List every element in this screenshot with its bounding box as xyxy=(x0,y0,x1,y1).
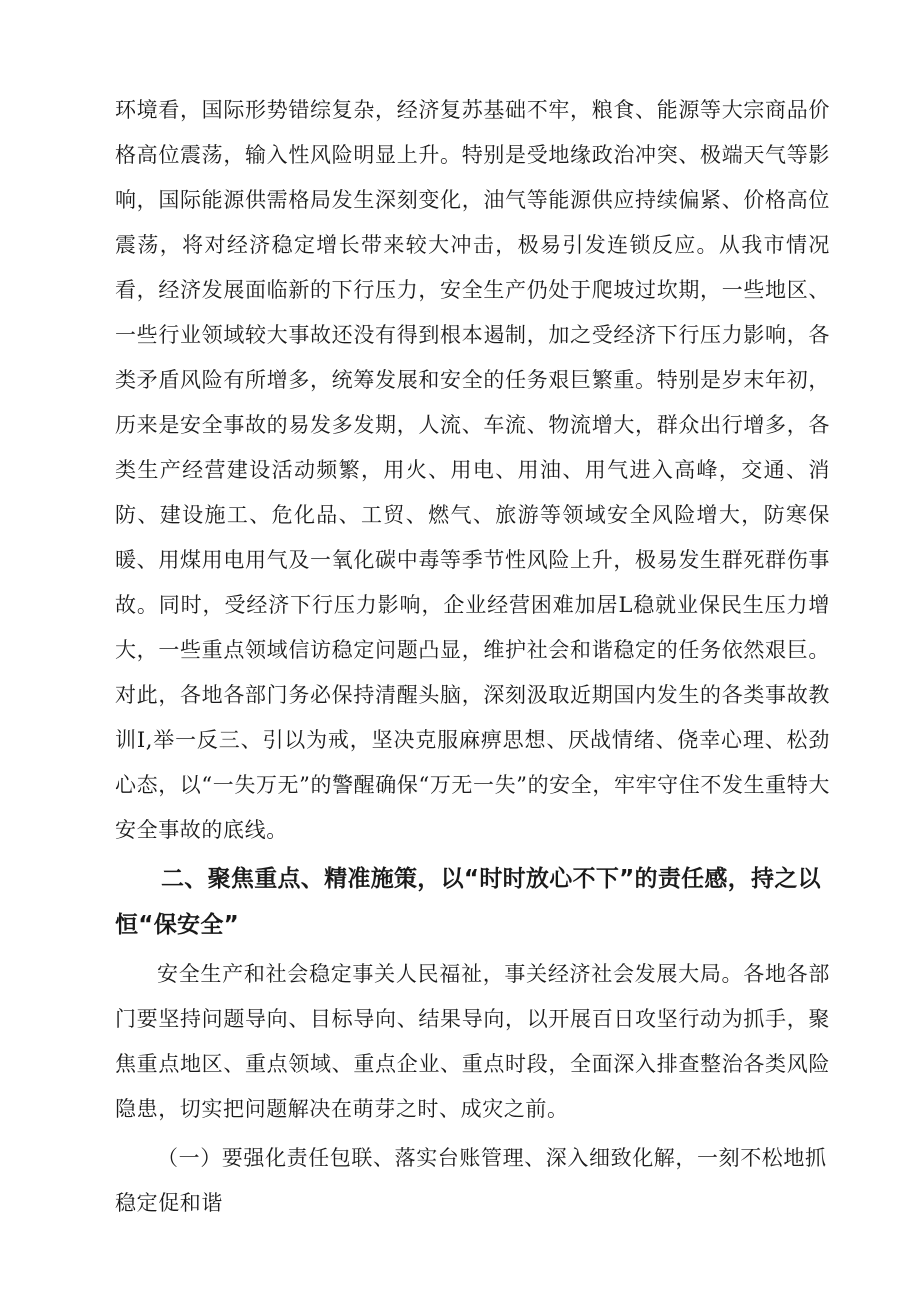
section-heading-2: 二、聚焦重点、精准施策，以“时时放心不下”的责任感，持之以恒“保安全” xyxy=(115,866,821,938)
body-paragraph-section-2: 安全生产和社会稳定事关人民福祉，事关经济社会发展大局。各地各部门要坚持问题导向、目标导向、结果导向，以开展百日攻坚行动为抓手，聚焦重点地区、重点领域、重点企业、重点时段，全面深入排查整治各类风险隐患，切实把问题解决在萌芽之时、成灾之前。 xyxy=(115,962,830,1121)
body-paragraph-continuation: 环境看，国际形势错综复杂，经济复苏基础不牢，粮食、能源等大宗商品价格高位震荡，输入性风险明显上升。特别是受地缘政治冲突、极端天气等影响，国际能源供需格局发生深刻变化，油气等能源供应持续偏紧、价格高位震荡，将对经济稳定增长带来较大冲击，极易引发连锁反应。从我市情况看，经济发展面临新的下行压力，安全生产仍处于爬坡过坎期，一些地区、一些行业领域较大事故还没有得到根本遏制，加之受经济下行压力影响，各类矛盾风险有所增多，统筹发展和安全的任务艰巨繁重。特别是岁末年初，历来是安全事故的易发多发期，人流、车流、物流增大，群众出行增多，各类生产经营建设活动频繁，用火、用电、用油、用气进入高峰，交通、消防、建设施工、危化品、工贸、燃气、旅游等领域安全风险增大，防寒保暖、用煤用电用气及一氧化碳中毒等季节性风险上升，极易发生群死群伤事故。同时，受经济下行压力影响，企业经营困难加居L稳就业保民生压力增大，一些重点领域信访稳定问题凸显，维护社会和谐稳定的任务依然艰巨。对此，各地各部门务必保持清醒头脑，深刻汲取近期国内发生的各类事故教训I,举一反三、引以为戒，坚决克服麻痹思想、厌战情绪、侥幸心理、松劲心态，以“一失万无”的警醒确保“万无一失”的安全，牢牢守住不发生重特大安全事故的底线。 xyxy=(115,98,830,842)
document-body xyxy=(115,88,830,1226)
subsection-heading-1: （一）要强化责任包联、落实台账管理、深入细致化解，一刻不松地抓稳定促和谐 xyxy=(115,1146,827,1215)
